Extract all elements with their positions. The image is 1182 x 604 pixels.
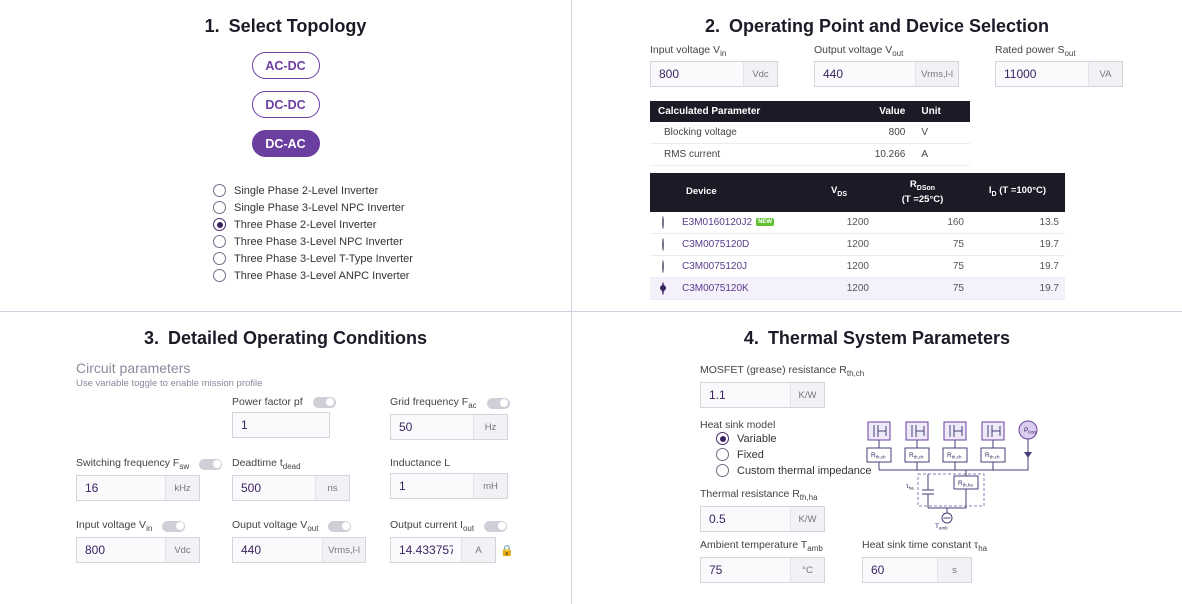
heat-sink-time-constant-label: [862, 539, 987, 553]
output-current-input[interactable]: [391, 538, 461, 562]
device-row-id: 19.7: [970, 233, 1065, 255]
device-row-id: 13.5: [970, 212, 1065, 234]
inductance-label-text: Inductance L: [390, 457, 451, 469]
circuit-parameters-heading: [76, 360, 262, 389]
deadtime-label-sub: dead: [282, 462, 301, 472]
table-row: [650, 144, 970, 166]
field-deadtime: [232, 457, 350, 501]
panel2-title: [572, 16, 1182, 37]
calc-row-value: 10.266: [839, 144, 913, 166]
ambient-temperature-label: [700, 539, 825, 553]
input-voltage-field[interactable]: [650, 61, 778, 87]
lock-icon[interactable]: 🔒: [500, 544, 514, 557]
output-voltage-unit: Vrms,l-l: [322, 538, 365, 562]
radio-icon[interactable]: [662, 238, 664, 251]
inductance-label: [390, 457, 450, 469]
mosfet-resistance-label: [700, 364, 864, 378]
grid-frequency-input[interactable]: [391, 415, 473, 439]
rated-power-input[interactable]: [996, 62, 1088, 86]
device-row-select[interactable]: [650, 212, 676, 234]
operating-point-inputs: [650, 44, 1123, 87]
output-voltage-label-text: Output voltage V: [814, 44, 893, 56]
mosfet-resistance-unit: K/W: [790, 383, 824, 407]
power-factor-label-row: [232, 396, 336, 408]
diagram-label-tamb: $T_{amb}$: [935, 523, 948, 531]
thermal-resistance-input[interactable]: [701, 507, 790, 531]
field-heat-sink-time-constant: [862, 539, 987, 583]
radio-icon[interactable]: [213, 235, 226, 248]
diagram-label-tau: $\tau_{ha}$: [906, 483, 914, 491]
switching-frequency-unit: kHz: [165, 476, 199, 500]
output-voltage-label-sub: out: [307, 524, 319, 534]
power-factor-label: [232, 396, 303, 408]
output-current-field[interactable]: [390, 537, 496, 563]
topology-option-label: Three Phase 2-Level Inverter: [234, 218, 377, 231]
output-current-label-row: [390, 519, 514, 533]
diagram-label-rthch-4: $R_{th,ch}$: [985, 452, 1000, 460]
heat-sink-time-constant-label-text: Heat sink time constant τ: [862, 539, 979, 551]
device-header-id-cond: (T =100°C): [996, 184, 1047, 196]
field-input-voltage: [76, 519, 200, 563]
mosfet-resistance-label-text: MOSFET (grease) resistance R: [700, 364, 847, 376]
field-output-current: [390, 519, 514, 563]
topology-button-dc-ac[interactable]: DC-AC: [252, 130, 320, 157]
inductance-input[interactable]: [391, 474, 473, 498]
output-current-label: [390, 519, 474, 533]
mosfet-resistance-label-sub: th,ch: [846, 369, 865, 379]
panel-operating-conditions: [0, 312, 571, 604]
device-header-vds: [803, 173, 875, 212]
mosfet-resistance-input[interactable]: [701, 383, 790, 407]
panel1-number: 1.: [204, 16, 220, 36]
radio-icon[interactable]: [213, 252, 226, 265]
thermal-resistance-field[interactable]: [700, 506, 825, 532]
rated-power-unit: VA: [1088, 62, 1122, 86]
switching-frequency-label-row: [76, 457, 222, 471]
calc-row-value: 800: [839, 122, 913, 144]
rated-power-field[interactable]: [995, 61, 1123, 87]
diagram-label-ploss: $P_{loss}$: [1024, 427, 1037, 435]
radio-icon[interactable]: [716, 464, 729, 477]
device-header-id-text: I: [988, 184, 992, 196]
output-current-label-text: Output current I: [390, 519, 463, 531]
device-header-device: Device: [676, 173, 803, 212]
output-voltage-label-row: [232, 519, 366, 533]
radio-icon[interactable]: [213, 184, 226, 197]
output-voltage-input[interactable]: [815, 62, 915, 86]
switching-frequency-input[interactable]: [77, 476, 165, 500]
panel1-heading: Select Topology: [228, 16, 367, 36]
topology-option-three-phase-3-level-npc[interactable]: [213, 235, 413, 248]
mosfet-resistance-field[interactable]: [700, 382, 825, 408]
field-inductance: [390, 457, 508, 499]
diagram-label-rthch-1: $R_{th,ch}$: [871, 452, 886, 460]
device-selection-table: [650, 173, 1065, 300]
calc-header-parameter: Calculated Parameter: [650, 101, 839, 122]
heat-sink-option-label: Fixed: [737, 448, 764, 461]
radio-icon-selected[interactable]: [716, 432, 729, 445]
topology-option-label: Three Phase 3-Level T-Type Inverter: [234, 252, 413, 265]
grid-frequency-field[interactable]: [390, 414, 508, 440]
input-voltage-input[interactable]: [651, 62, 743, 86]
heat-sink-model-options: [716, 432, 872, 477]
panel2-heading: Operating Point and Device Selection: [728, 16, 1050, 36]
rated-power-group: [995, 44, 1123, 87]
device-row-rdson: 160: [875, 212, 970, 234]
grid-frequency-label-text: Grid frequency F: [390, 396, 469, 408]
inductance-unit: mH: [473, 474, 507, 498]
output-voltage-label-text: Ouput voltage V: [232, 519, 308, 531]
topology-button-ac-dc[interactable]: AC-DC: [252, 52, 320, 79]
device-row-name: [676, 212, 803, 234]
output-current-label-sub: out: [462, 524, 475, 534]
switching-frequency-label: [76, 457, 189, 471]
circuit-parameters-subtitle: Use variable toggle to enable mission profile: [76, 378, 263, 389]
device-row-rdson: 75: [875, 255, 970, 277]
device-header-select: [650, 173, 676, 212]
device-row-vds: 1200: [803, 233, 875, 255]
device-header-rdson: [875, 173, 970, 212]
device-header-rdson-cond: (T =25°C): [901, 193, 944, 205]
radio-icon[interactable]: [213, 201, 226, 214]
topology-option-single-phase-3-level-npc[interactable]: [213, 201, 413, 214]
deadtime-label: [232, 457, 301, 471]
switching-frequency-toggle[interactable]: [199, 459, 222, 470]
table-header-row: [650, 101, 970, 122]
field-switching-frequency: [76, 457, 222, 501]
device-name-text: E3M0160120J2: [682, 216, 753, 228]
radio-icon[interactable]: [213, 269, 226, 282]
device-row-select[interactable]: [650, 255, 676, 277]
inductance-field[interactable]: [390, 473, 508, 499]
field-ambient-temperature: [700, 539, 825, 583]
topology-option-single-phase-2-level[interactable]: [213, 184, 413, 197]
device-row-id: 19.7: [970, 255, 1065, 277]
table-row[interactable]: [650, 212, 1065, 234]
topology-option-three-phase-3-level-anpc[interactable]: [213, 269, 413, 282]
device-row-id: 19.7: [970, 277, 1065, 299]
input-voltage-input[interactable]: [77, 538, 165, 562]
deadtime-input[interactable]: [233, 476, 315, 500]
heat-sink-option-variable[interactable]: [716, 432, 872, 445]
grid-frequency-toggle[interactable]: [487, 398, 510, 409]
field-thermal-resistance: [700, 488, 825, 532]
device-header-id: [970, 173, 1065, 212]
deadtime-unit: ns: [315, 476, 349, 500]
deadtime-label-text: Deadtime t: [232, 457, 283, 469]
panel-select-topology: [0, 0, 571, 311]
output-voltage-field[interactable]: [814, 61, 959, 87]
field-mosfet-grease-resistance: [700, 364, 864, 408]
calc-row-label: RMS current: [650, 144, 839, 166]
calculated-parameters-table-wrap: [650, 101, 970, 166]
topology-option-label: Three Phase 3-Level NPC Inverter: [234, 235, 403, 248]
table-row[interactable]: [650, 233, 1065, 255]
output-current-toggle[interactable]: [484, 521, 507, 532]
output-voltage-field[interactable]: [232, 537, 366, 563]
rated-power-label-text: Rated power S: [995, 44, 1065, 56]
power-factor-toggle[interactable]: [313, 397, 336, 408]
thermal-resistance-label: [700, 488, 825, 502]
input-voltage-label: [650, 44, 778, 58]
power-factor-label-text: Power factor pf: [232, 396, 303, 408]
device-row-name: C3M0075120D: [676, 233, 803, 255]
diagram-label-rthch-2: $R_{th,ch}$: [909, 452, 924, 460]
device-row-select[interactable]: [650, 233, 676, 255]
radio-icon[interactable]: [662, 260, 664, 273]
ambient-temperature-unit: °C: [790, 558, 824, 582]
grid-frequency-label-sub: ac: [468, 401, 477, 411]
input-voltage-label: [76, 519, 152, 533]
device-row-name: C3M0075120J: [676, 255, 803, 277]
table-row-selected[interactable]: [650, 277, 1065, 299]
table-row[interactable]: [650, 255, 1065, 277]
input-voltage-label-sub: in: [146, 524, 153, 534]
device-header-rdson-text: R: [909, 179, 917, 190]
deadtime-field[interactable]: [232, 475, 350, 501]
heat-sink-option-fixed[interactable]: [716, 448, 872, 461]
power-factor-field[interactable]: [232, 412, 330, 438]
panel4-title: [572, 328, 1182, 349]
calculated-parameters-table: [650, 101, 970, 166]
input-voltage-label-text: Input voltage V: [650, 44, 721, 56]
device-header-vds-sub: DS: [837, 190, 848, 198]
calc-header-unit: Unit: [913, 101, 970, 122]
ambient-temperature-label-sub: amb: [807, 544, 823, 554]
panel2-number: 2.: [704, 16, 720, 36]
topology-button-group: [0, 52, 571, 157]
output-current-unit: A: [461, 538, 495, 562]
ambient-temperature-label-text: Ambient temperature T: [700, 539, 808, 551]
input-voltage-label-sub: in: [720, 49, 727, 59]
panel4-heading: Thermal System Parameters: [767, 328, 1011, 348]
radio-icon-selected[interactable]: [662, 282, 664, 295]
output-voltage-label-sub: out: [892, 49, 904, 59]
output-voltage-toggle[interactable]: [328, 521, 351, 532]
device-row-rdson: 75: [875, 233, 970, 255]
heat-sink-time-constant-unit: s: [937, 558, 971, 582]
table-header-row: [650, 173, 1065, 212]
topology-button-dc-dc[interactable]: DC-DC: [252, 91, 320, 118]
rated-power-label: [995, 44, 1123, 58]
panel1-title: [0, 16, 571, 37]
input-voltage-field[interactable]: [76, 537, 200, 563]
calc-row-unit: V: [913, 122, 970, 144]
output-voltage-label: [814, 44, 959, 58]
device-header-id-sub: D: [991, 190, 997, 198]
panel3-heading: Detailed Operating Conditions: [168, 328, 428, 348]
rated-power-label-sub: out: [1064, 49, 1076, 59]
switching-frequency-label-text: Switching frequency F: [76, 457, 180, 469]
grid-frequency-unit: Hz: [473, 415, 507, 439]
output-voltage-unit: Vrms,l-l: [915, 62, 958, 86]
output-voltage-group: [814, 44, 959, 87]
device-row-vds: 1200: [803, 255, 875, 277]
new-badge: NEW: [758, 218, 773, 225]
input-voltage-toggle[interactable]: [162, 521, 185, 532]
topology-option-label: Single Phase 3-Level NPC Inverter: [234, 201, 405, 214]
thermal-network-svg: [862, 418, 1052, 533]
heat-sink-time-constant-field[interactable]: [862, 557, 972, 583]
diagram-label-rthch-3: $R_{th,ch}$: [947, 452, 962, 460]
power-factor-input[interactable]: [233, 413, 329, 437]
heat-sink-model-label: Heat sink model: [700, 419, 776, 431]
grid-frequency-label: [390, 396, 477, 410]
inductance-label-row: [390, 457, 508, 469]
topology-options-list: [213, 184, 413, 282]
switching-frequency-field[interactable]: [76, 475, 200, 501]
table-row: [650, 122, 970, 144]
diagram-label-rthha: $R_{th,ha}$: [958, 480, 973, 488]
field-grid-frequency: [390, 396, 510, 440]
device-row-vds: 1200: [803, 212, 875, 234]
heat-sink-time-constant-input[interactable]: [863, 558, 937, 582]
topology-option-label: Three Phase 3-Level ANPC Inverter: [234, 269, 410, 282]
input-voltage-label-text: Input voltage V: [76, 519, 147, 531]
ambient-temperature-input[interactable]: [701, 558, 790, 582]
calc-row-label: Blocking voltage: [650, 122, 839, 144]
radio-icon[interactable]: [716, 448, 729, 461]
deadtime-label-row: [232, 457, 350, 471]
heat-sink-option-label: Variable: [737, 432, 777, 445]
topology-option-three-phase-2-level[interactable]: [213, 218, 413, 231]
device-table-wrap: [650, 173, 1065, 300]
switching-frequency-label-sub: sw: [179, 462, 190, 472]
device-row-name: C3M0075120K: [676, 277, 803, 299]
input-voltage-unit: Vdc: [165, 538, 199, 562]
panel4-number: 4.: [743, 328, 759, 348]
thermal-network-diagram: [862, 418, 1052, 538]
field-power-factor: [232, 396, 336, 438]
ambient-temperature-field[interactable]: [700, 557, 825, 583]
radio-icon[interactable]: [662, 216, 664, 229]
panel3-title: [0, 328, 571, 349]
output-voltage-input[interactable]: [233, 538, 322, 562]
input-voltage-group: [650, 44, 778, 87]
heat-sink-time-constant-label-sub: ha: [978, 544, 988, 554]
field-output-voltage: [232, 519, 366, 563]
heat-sink-option-label: Custom thermal impedance: [737, 464, 872, 477]
radio-icon-selected[interactable]: [213, 218, 226, 231]
device-row-rdson: 75: [875, 277, 970, 299]
device-header-vds-text: V: [830, 184, 838, 196]
thermal-resistance-unit: K/W: [790, 507, 824, 531]
device-row-select[interactable]: [650, 277, 676, 299]
input-voltage-unit: Vdc: [743, 62, 777, 86]
grid-frequency-label-row: [390, 396, 510, 410]
topology-option-label: Single Phase 2-Level Inverter: [234, 184, 379, 197]
panel3-number: 3.: [143, 328, 159, 348]
circuit-parameters-title: Circuit parameters: [76, 360, 191, 376]
calc-row-unit: A: [913, 144, 970, 166]
topology-option-three-phase-3-level-t-type[interactable]: [213, 252, 413, 265]
output-current-row: [390, 537, 514, 563]
heat-sink-option-custom[interactable]: [716, 464, 872, 477]
device-header-rdson-sub: DSon: [916, 184, 936, 192]
thermal-resistance-label-text: Thermal resistance R: [700, 488, 800, 500]
device-row-vds: 1200: [803, 277, 875, 299]
output-voltage-label: [232, 519, 318, 533]
calc-header-value: Value: [839, 101, 913, 122]
input-voltage-label-row: [76, 519, 200, 533]
thermal-resistance-label-sub: th,ha: [799, 493, 818, 503]
